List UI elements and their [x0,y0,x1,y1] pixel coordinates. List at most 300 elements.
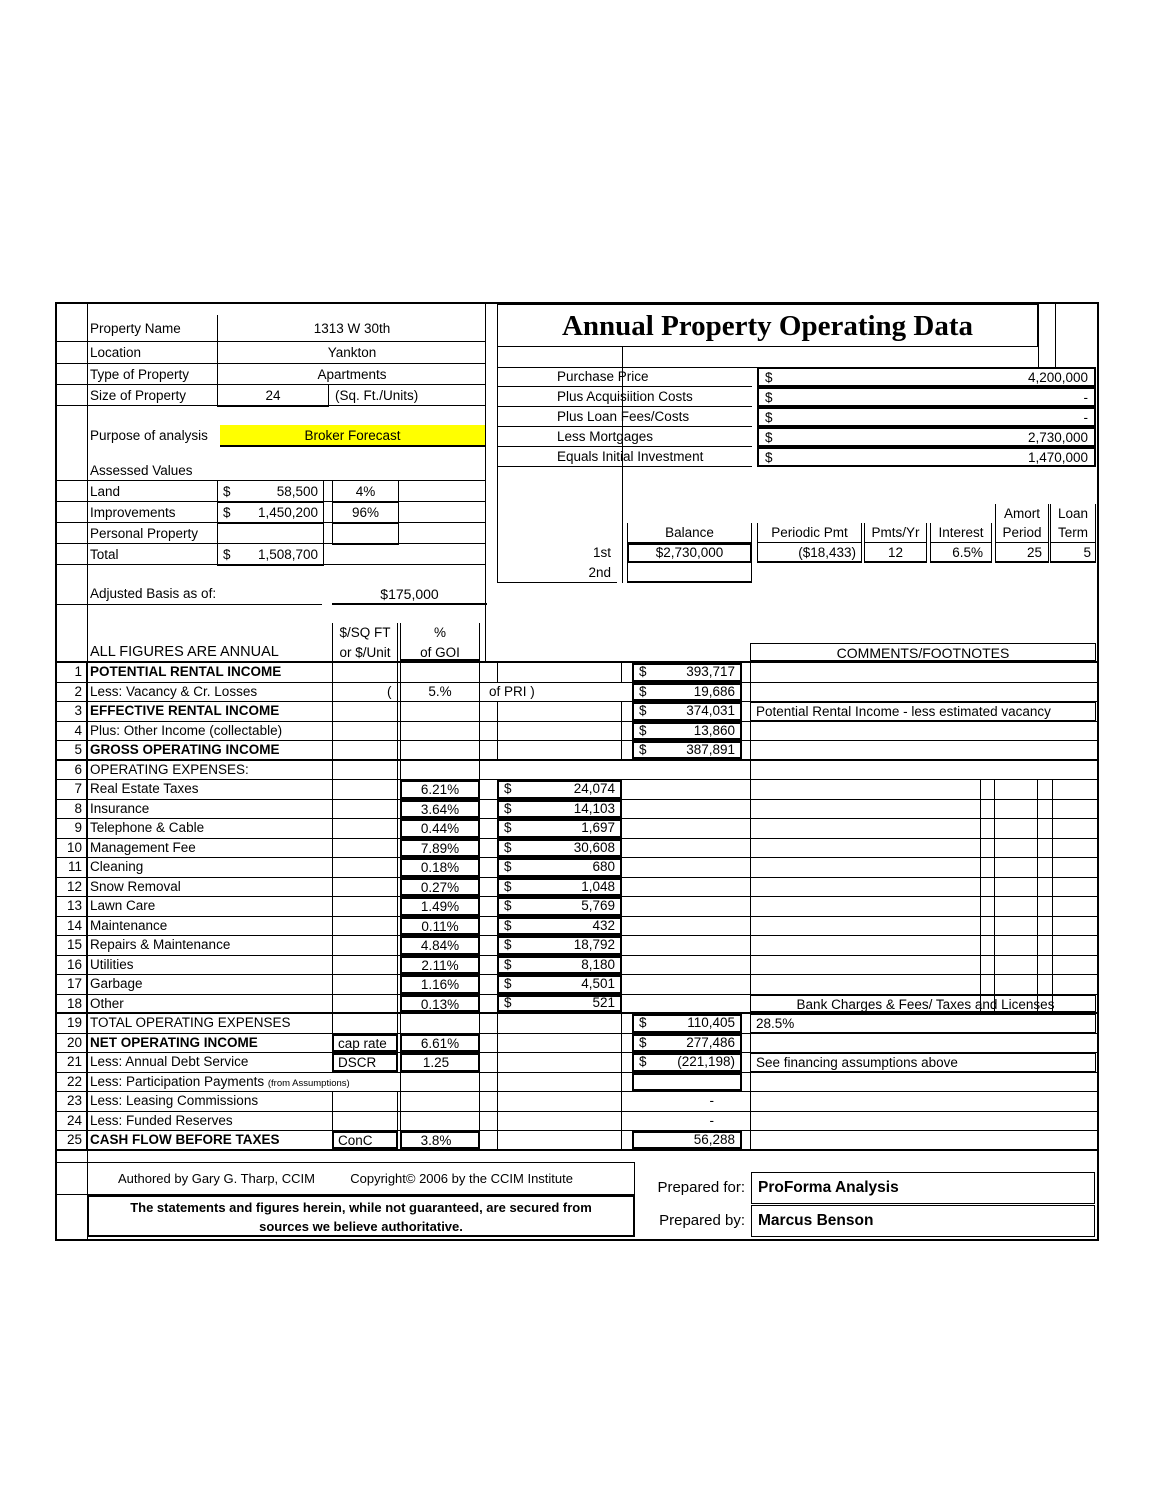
sqft-cell [332,897,398,916]
currency: $ [765,409,773,425]
row-number: 25 [57,1131,87,1149]
amount-cell [632,722,742,741]
amount: 393,717 [686,664,735,680]
land-value: 58,500 [276,484,318,499]
currency: $ [765,369,773,385]
pct-value: 3.8% [400,1131,480,1149]
prepared-for-value: ProForma Analysis [751,1172,1095,1204]
loan-fees-cell [757,407,1096,427]
sqft-cell [332,878,398,897]
currency: $ [639,683,647,699]
initial-investment-label: Equals Initial Investment [497,447,752,467]
amort-header-bottom: Period [995,523,1049,543]
currency: $ [504,956,512,972]
row-label: Snow Removal [90,878,181,894]
row-label: Less: Annual Debt Service [90,1054,249,1069]
mid-cell [497,741,622,759]
balance-header: Balance [627,523,752,543]
table-row [57,819,1097,839]
amount-cell [497,897,622,916]
sqft-cell [332,819,398,838]
currency: $ [504,995,512,1011]
table-row [57,839,1097,859]
row-number: 5 [57,741,87,759]
row-label: Less: Leasing Commissions [90,1093,259,1108]
sqft-cell [332,741,398,759]
location-value: Yankton [217,342,486,363]
mortgage2-label: 2nd [497,563,617,583]
property-name-label: Property Name [90,321,181,336]
authored-text: Authored by Gary G. Tharp, CCIM [118,1171,315,1186]
amount: 521 [592,995,615,1011]
assessed-values-label: Assessed Values [90,463,193,478]
table-row [57,722,1097,742]
table-row [57,917,1097,937]
mid-cell [497,1053,622,1072]
amount-cell [497,917,622,936]
mid-cell [497,1092,622,1111]
comment: Bank Charges & Fees/ Taxes and Licenses [750,995,1096,1013]
interest-header: Interest [930,523,992,543]
mid-label: cap rate [332,1034,398,1053]
table-row [57,858,1097,878]
currency: $ [504,898,512,914]
amount: 30,608 [573,839,615,855]
sqft-cell [332,800,398,819]
loan-fees-value: - [1083,409,1088,425]
currency: $ [765,429,773,445]
col-header-row-2 [57,643,1097,663]
table-row [57,975,1097,995]
row-number: 13 [57,897,87,916]
currency: $ [504,917,512,933]
amount-cell [497,975,622,994]
assessed-improvements-row [57,502,485,523]
property-name-row [57,315,485,342]
row-number: 15 [57,936,87,955]
amount-cell [497,936,622,955]
currency: $ [223,505,231,520]
sqft-header-2: or $/Unit [332,643,398,661]
amount: 56,288 [693,1131,735,1147]
amount: 110,405 [687,1015,735,1031]
row-number: 3 [57,702,87,721]
row-number: 19 [57,1014,87,1033]
amount: 24,074 [573,781,615,797]
row-number: 20 [57,1034,87,1053]
row-number: 7 [57,780,87,799]
purpose-label: Purpose of analysis [90,428,208,443]
pct-cell [400,741,480,759]
pct-cell [400,722,480,741]
paren-open: ( [387,683,392,699]
amount: 4,501 [581,976,615,992]
table-row [57,683,1097,703]
table-row [57,956,1097,976]
apod-sheet [55,302,1099,1241]
currency: $ [765,449,773,465]
row-label-small: (from Assumptions) [267,1077,350,1089]
grid-line [1055,304,1056,367]
pct-value: 2.11% [400,956,480,975]
loan-header-bottom: Term [1050,523,1096,543]
sqft-header-1: $/SQ FT [332,623,398,643]
acquisition-costs-label: Plus Acquisiition Costs [497,387,752,407]
row-number: 12 [57,878,87,897]
row-number: 14 [57,917,87,936]
amount-cell [632,1014,742,1033]
pct-value: 7.89% [400,839,480,858]
acquisition-costs-cell [757,387,1096,407]
sqft-cell [332,995,398,1013]
currency: $ [639,1054,647,1070]
comment: 28.5% [750,1014,1096,1033]
purchase-price-value: 4,200,000 [1027,369,1088,385]
amount: 13,860 [693,722,735,738]
sqft-cell [332,975,398,994]
table-row [57,800,1097,820]
personal-property-label: Personal Property [90,526,199,541]
row-label: Insurance [90,800,150,816]
row-label: Management Fee [90,839,196,855]
location-label: Location [90,345,142,360]
amount: 14,103 [573,800,615,816]
total-value: 1,508,700 [257,547,318,562]
row-label: TOTAL OPERATING EXPENSES [90,1015,291,1030]
row-number: 21 [57,1053,87,1072]
mid-cell [497,702,622,721]
pct-cell [400,1112,480,1131]
currency: $ [504,839,512,855]
amount-cell [497,995,622,1013]
sqft-cell [332,1014,398,1033]
row-number: 11 [57,858,87,877]
improvements-label: Improvements [90,505,176,520]
adjusted-basis-row [57,583,322,605]
mortgage1-loan-term: 5 [1050,543,1096,563]
table-row [57,897,1097,917]
mid-cell [497,663,622,682]
type-row [57,364,485,385]
table-row [57,741,1097,761]
amount-cell [632,1092,742,1111]
table-row [57,995,1097,1015]
row-number: 24 [57,1112,87,1131]
sqft-cell [332,780,398,799]
amount-cell [497,878,622,897]
currency: $ [504,859,512,875]
amount-cell [632,741,742,759]
pct-note: of PRI ) [489,683,535,699]
pct-cell [400,1073,480,1092]
currency: $ [639,722,647,738]
row-label: Plus: Other Income (collectable) [90,722,283,738]
type-label: Type of Property [90,367,190,382]
mortgage1-balance: $2,730,000 [627,543,752,563]
currency: $ [223,547,231,562]
amount-cell [632,1131,742,1149]
prepared-by-value: Marcus Benson [751,1205,1095,1237]
col-header-row-1 [57,623,1097,643]
total-label: Total [90,547,119,562]
table-row [57,1131,1097,1151]
mid-label: ConC [332,1131,398,1149]
currency: $ [765,389,773,405]
authored-row [57,1162,635,1195]
mid-cell [497,1034,622,1053]
row-number: 8 [57,800,87,819]
pct-value: 0.13% [400,995,480,1013]
sqft-cell [332,956,398,975]
amount: - [709,1112,714,1128]
purpose-value-highlighted: Broker Forecast [220,425,485,447]
grid-line [1038,304,1039,367]
land-label: Land [90,484,121,499]
table-row [57,878,1097,898]
location-row [57,342,485,364]
row-label: Telephone & Cable [90,820,205,835]
currency: $ [639,1015,647,1031]
mid-cell [497,1131,622,1149]
row-number: 10 [57,839,87,858]
mortgage1-interest: 6.5% [930,543,992,563]
sqft-cell [332,936,398,955]
pct-cell [400,1092,480,1111]
adjusted-basis-label: Adjusted Basis as of: [90,586,217,601]
amount-cell [632,663,742,682]
row-number: 2 [57,683,87,702]
amount-cell [497,858,622,877]
amount-cell [632,683,742,702]
goi-header-1: % [400,623,480,643]
amount-cell [632,702,742,721]
row-number: 9 [57,819,87,838]
table-row [57,1053,1097,1073]
amount-cell [497,780,622,799]
currency: $ [639,741,647,757]
assessed-personal-row [57,523,485,544]
pmts-yr-header: Pmts/Yr [864,523,927,543]
land-value-cell [217,481,324,503]
sqft-cell [332,761,398,780]
page-title: Annual Property Operating Data [497,304,1038,347]
pct-cell [400,663,480,682]
row-label: NET OPERATING INCOME [90,1034,258,1050]
pct-cell [400,1014,480,1033]
row-label-text: Less: Participation Payments [90,1073,265,1089]
initial-investment-value: 1,470,000 [1027,449,1088,465]
mid-cell [497,1073,622,1092]
improvements-value-cell [217,502,324,524]
purchase-price-label: Purchase Price [497,367,752,387]
mortgages-cell [757,427,1096,447]
row-number: 23 [57,1092,87,1111]
currency: $ [639,1034,647,1050]
pct-value: 0.18% [400,858,480,877]
mid-cell [497,1014,622,1033]
currency: $ [504,800,512,816]
personal-value-cell [217,523,324,543]
row-label [90,1073,350,1093]
improvements-value: 1,450,200 [257,505,318,520]
acquisition-costs-value: - [1083,389,1088,405]
pct-value: 0.11% [400,917,480,936]
table-row [57,761,1097,781]
row-label: Less: Funded Reserves [90,1112,233,1128]
row-label: OPERATING EXPENSES: [90,761,249,777]
amount: 432 [592,917,615,933]
mid-label: DSCR [332,1053,398,1072]
purpose-row [57,425,485,447]
pct-value: 5.% [400,683,480,702]
table-row [57,1112,1097,1132]
disclaimer [87,1195,635,1237]
pct-value: 6.21% [400,780,480,799]
currency: $ [504,878,512,894]
row-number: 1 [57,663,87,682]
pct-value: 0.44% [400,819,480,838]
loan-header-top: Loan [1050,504,1096,524]
amount: 19,686 [693,683,735,699]
amount: 8,180 [581,956,615,972]
amount: 1,048 [581,878,615,894]
table-row [57,663,1097,683]
sqft-cell [332,663,398,682]
amount: 1,697 [581,820,615,836]
currency: $ [639,703,647,719]
assessed-land-row [57,481,485,502]
table-row [57,1014,1097,1034]
amount: 387,891 [686,741,735,757]
size-value: 24 [217,385,329,407]
pct-cell [400,702,480,721]
amount: 680 [592,859,615,875]
pct-value: 6.61% [400,1034,480,1053]
row-label: Real Estate Taxes [90,781,199,796]
amount: - [709,1093,714,1109]
amount: 5,769 [581,898,615,914]
row-label: Garbage [90,976,143,991]
mid-cell [497,1112,622,1131]
mortgage1-periodic-pmt: ($18,433) [757,543,862,563]
row-number: 22 [57,1073,87,1092]
sqft-cell [332,1112,398,1131]
mortgages-label: Less Mortgages [497,427,752,447]
amount-cell [497,956,622,975]
goi-header-2: of GOI [400,643,480,661]
type-value: Apartments [217,364,486,384]
pct-value: 3.64% [400,800,480,819]
amount-cell [632,1073,742,1092]
amount-cell [497,819,622,838]
row-number: 18 [57,995,87,1013]
amount: 18,792 [573,937,615,953]
table-row [57,1092,1097,1112]
land-pct: 4% [332,481,399,503]
size-units-label: (Sq. Ft./Units) [335,388,419,403]
sqft-cell [332,917,398,936]
mortgages-value: 2,730,000 [1027,429,1088,445]
amount-cell [632,1034,742,1053]
sqft-cell [332,702,398,721]
row-number: 16 [57,956,87,975]
row-label: GROSS OPERATING INCOME [90,742,280,757]
amort-header-top: Amort [995,504,1049,524]
size-row [57,385,485,406]
adjusted-basis-value: $175,000 [332,583,487,605]
sqft-cell [332,1092,398,1111]
table-row [57,1073,1097,1093]
amount: (221,198) [677,1054,735,1070]
mortgage1-label: 1st [592,545,611,560]
mortgage1-amort-period: 25 [995,543,1049,563]
pct-value: 1.25 [400,1053,480,1072]
prepared-for-label: Prepared for: [657,1179,745,1196]
amount: 374,031 [686,703,735,719]
sqft-cell [332,839,398,858]
table-row [57,780,1097,800]
size-label: Size of Property [90,388,187,403]
mid-cell [497,722,622,741]
currency: $ [504,781,512,797]
personal-pct-cell [332,523,399,545]
improvements-pct: 96% [332,502,399,524]
amount-cell [632,1053,742,1072]
annual-note: ALL FIGURES ARE ANNUAL [90,644,279,660]
currency: $ [223,484,231,499]
property-name-value: 1313 W 30th [217,315,486,341]
initial-investment-cell [757,447,1096,467]
loan-fees-label: Plus Loan Fees/Costs [497,407,752,427]
currency: $ [504,820,512,836]
comment: Potential Rental Income - less estimated vacancy [750,702,1096,721]
row-label: Other [90,995,124,1011]
pct-value: 4.84% [400,936,480,955]
pct-value: 1.16% [400,975,480,994]
row-number: 4 [57,722,87,741]
currency: $ [504,937,512,953]
pct-value: 1.49% [400,897,480,916]
currency: $ [504,976,512,992]
purchase-price-cell [757,367,1096,387]
sqft-cell [332,858,398,877]
amount-cell [632,1112,742,1131]
mortgage1-pmts-yr: 12 [864,543,927,563]
row-label: Lawn Care [90,898,156,913]
amount: 277,486 [686,1034,735,1050]
row-label: Utilities [90,956,134,972]
row-label: Repairs & Maintenance [90,937,231,952]
assessed-total-row [57,544,485,565]
row-label: Less: Vacancy & Cr. Losses [90,683,258,699]
currency: $ [639,664,647,680]
comment: See financing assumptions above [750,1053,1096,1072]
total-value-cell [217,544,324,566]
amount-cell [497,839,622,858]
row-label: Cleaning [90,859,144,874]
row-label: Maintenance [90,917,168,933]
row-number: 17 [57,975,87,994]
comments-header: COMMENTS/FOOTNOTES [750,643,1096,661]
row-label: CASH FLOW BEFORE TAXES [90,1132,280,1147]
amount-cell [497,800,622,819]
prepared-by-label: Prepared by: [659,1212,745,1229]
assessed-values-row [57,460,485,481]
pct-cell [400,761,480,780]
table-row [57,702,1097,722]
row-number: 6 [57,761,87,780]
table-row [57,936,1097,956]
